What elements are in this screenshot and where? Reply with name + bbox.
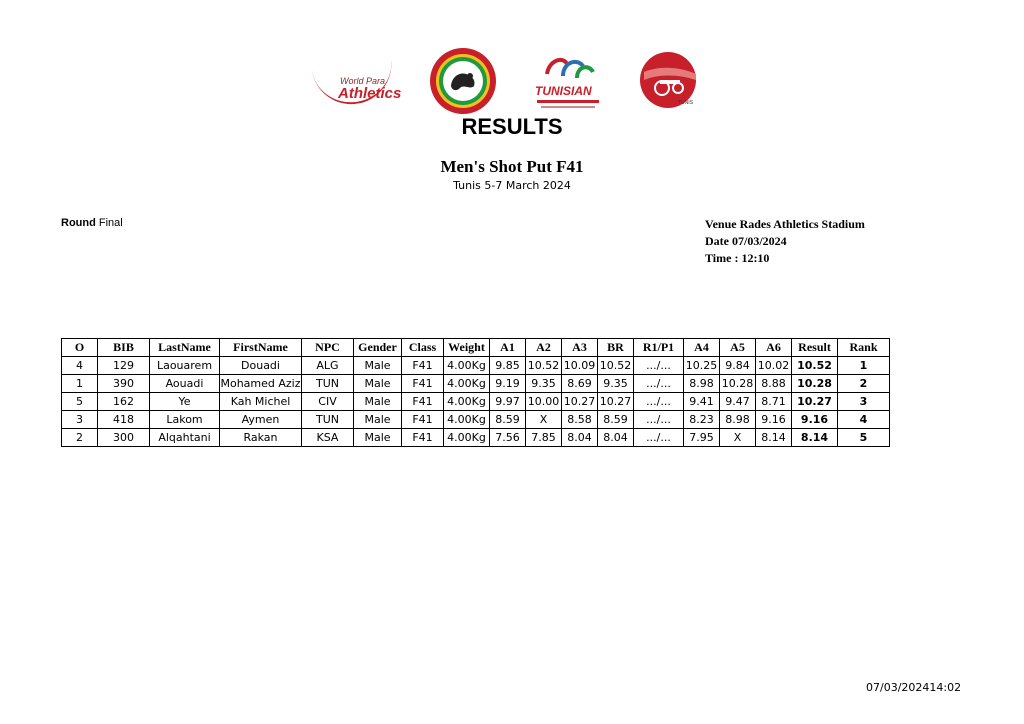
table-cell: F41 xyxy=(402,429,444,447)
table-row xyxy=(62,411,890,429)
table-cell: Aymen xyxy=(220,411,302,429)
table-cell: 9.47 xyxy=(720,393,756,411)
event-dates: Tunis 5-7 March 2024 xyxy=(453,179,571,192)
table-cell: 10.27 xyxy=(792,393,838,411)
table-cell: Male xyxy=(354,429,402,447)
table-cell: 8.23 xyxy=(684,411,720,429)
column-header: A5 xyxy=(720,339,756,357)
table-cell: Ye xyxy=(150,393,220,411)
column-header: BIB xyxy=(98,339,150,357)
table-body xyxy=(62,357,890,447)
column-header: A3 xyxy=(562,339,598,357)
table-cell: 10.28 xyxy=(720,375,756,393)
table-cell: 10.52 xyxy=(598,357,634,375)
table-cell: 9.41 xyxy=(684,393,720,411)
tunisian-paralympic-logo xyxy=(533,50,603,112)
wpa-logo-big-text: Athletics xyxy=(338,85,402,102)
table-cell: CIV xyxy=(302,393,354,411)
table-row xyxy=(62,375,890,393)
table-cell: Kah Michel xyxy=(220,393,302,411)
table-cell: KSA xyxy=(302,429,354,447)
table-cell: 8.69 xyxy=(562,375,598,393)
results-table xyxy=(61,338,890,447)
round-label: Round xyxy=(61,217,96,229)
table-cell: 2 xyxy=(838,375,890,393)
table-cell: Rakan xyxy=(220,429,302,447)
table-cell: 10.52 xyxy=(792,357,838,375)
table-cell: ALG xyxy=(302,357,354,375)
time-info: Time : 12:10 xyxy=(705,251,770,265)
table-cell: Laouarem xyxy=(150,357,220,375)
table-cell: F41 xyxy=(402,357,444,375)
table-cell: .../... xyxy=(634,393,684,411)
table-cell: 10.02 xyxy=(756,357,792,375)
table-cell: Aouadi xyxy=(150,375,220,393)
table-cell: Alqahtani xyxy=(150,429,220,447)
table-cell: X xyxy=(526,411,562,429)
table-cell: 10.52 xyxy=(526,357,562,375)
table-cell: Douadi xyxy=(220,357,302,375)
table-cell: 9.35 xyxy=(526,375,562,393)
table-cell: .../... xyxy=(634,375,684,393)
table-cell: 7.95 xyxy=(684,429,720,447)
table-cell: 4.00Kg xyxy=(444,411,490,429)
table-cell: 7.56 xyxy=(490,429,526,447)
table-cell: 300 xyxy=(98,429,150,447)
column-header: A2 xyxy=(526,339,562,357)
table-header-row xyxy=(62,339,890,357)
tunisian-logo-text: TUNISIAN xyxy=(535,84,592,98)
table-cell: 129 xyxy=(98,357,150,375)
column-header: Weight xyxy=(444,339,490,357)
event-logo-text: TUNIS xyxy=(678,100,693,106)
table-cell: 9.97 xyxy=(490,393,526,411)
table-cell: Male xyxy=(354,357,402,375)
table-cell: 8.14 xyxy=(756,429,792,447)
table-cell: X xyxy=(720,429,756,447)
table-cell: 8.04 xyxy=(562,429,598,447)
table-cell: 10.27 xyxy=(598,393,634,411)
table-cell: 9.35 xyxy=(598,375,634,393)
tunisian-logo-subbar xyxy=(541,106,595,108)
table-cell: Mohamed Aziz xyxy=(220,375,302,393)
table-row xyxy=(62,357,890,375)
column-header: A6 xyxy=(756,339,792,357)
table-cell: 8.98 xyxy=(684,375,720,393)
table-cell: .../... xyxy=(634,357,684,375)
table-cell: 162 xyxy=(98,393,150,411)
column-header: Class xyxy=(402,339,444,357)
round-value: Final xyxy=(98,217,123,229)
table-cell: 7.85 xyxy=(526,429,562,447)
column-header: FirstName xyxy=(220,339,302,357)
table-row xyxy=(62,393,890,411)
date-info: Date 07/03/2024 xyxy=(705,234,787,248)
table-cell: 4 xyxy=(62,357,98,375)
table-cell: 418 xyxy=(98,411,150,429)
world-para-athletics-logo xyxy=(300,50,410,110)
venue-info: Venue Rades Athletics Stadium xyxy=(705,217,865,231)
table-cell: 1 xyxy=(838,357,890,375)
column-header: BR xyxy=(598,339,634,357)
table-cell: 9.16 xyxy=(756,411,792,429)
event-logo xyxy=(638,50,704,112)
column-header: LastName xyxy=(150,339,220,357)
table-cell: 9.85 xyxy=(490,357,526,375)
table-cell: 5 xyxy=(62,393,98,411)
table-cell: Lakom xyxy=(150,411,220,429)
column-header: Rank xyxy=(838,339,890,357)
table-cell: 8.98 xyxy=(720,411,756,429)
table-cell: F41 xyxy=(402,393,444,411)
table-cell: 3 xyxy=(62,411,98,429)
table-cell: F41 xyxy=(402,375,444,393)
table-cell: 5 xyxy=(838,429,890,447)
table-cell: .../... xyxy=(634,411,684,429)
table-cell: 10.09 xyxy=(562,357,598,375)
column-header: A4 xyxy=(684,339,720,357)
table-row xyxy=(62,429,890,447)
table-cell: 8.59 xyxy=(490,411,526,429)
column-header: NPC xyxy=(302,339,354,357)
column-header: Gender xyxy=(354,339,402,357)
table-cell: Male xyxy=(354,375,402,393)
page-title: RESULTS xyxy=(461,114,563,139)
table-cell: 9.16 xyxy=(792,411,838,429)
table-cell: 390 xyxy=(98,375,150,393)
event-title: Men's Shot Put F41 xyxy=(440,157,584,176)
ring-emblem-logo xyxy=(428,46,498,116)
logo-strip xyxy=(300,46,720,116)
table-cell: 10.27 xyxy=(562,393,598,411)
tunisian-logo-bar xyxy=(537,100,599,103)
table-cell: Male xyxy=(354,411,402,429)
table-cell: 9.84 xyxy=(720,357,756,375)
table-cell: 8.88 xyxy=(756,375,792,393)
table-cell: 8.04 xyxy=(598,429,634,447)
table-cell: 1 xyxy=(62,375,98,393)
table-cell: 8.14 xyxy=(792,429,838,447)
column-header: A1 xyxy=(490,339,526,357)
table-cell: 10.28 xyxy=(792,375,838,393)
column-header: O xyxy=(62,339,98,357)
table-cell: 4 xyxy=(838,411,890,429)
wpa-logo-small-text: World Para xyxy=(340,76,386,86)
table-cell: 9.19 xyxy=(490,375,526,393)
table-cell: Male xyxy=(354,393,402,411)
column-header: Result xyxy=(792,339,838,357)
table-cell: 10.25 xyxy=(684,357,720,375)
table-cell: 8.71 xyxy=(756,393,792,411)
round-info xyxy=(61,217,123,229)
print-timestamp: 07/03/202414:02 xyxy=(866,681,962,694)
table-cell: TUN xyxy=(302,375,354,393)
table-cell: 2 xyxy=(62,429,98,447)
table-cell: TUN xyxy=(302,411,354,429)
table-cell: 10.00 xyxy=(526,393,562,411)
table-cell: 4.00Kg xyxy=(444,393,490,411)
table-cell: 3 xyxy=(838,393,890,411)
table-cell: 4.00Kg xyxy=(444,375,490,393)
column-header: R1/P1 xyxy=(634,339,684,357)
table-cell: .../... xyxy=(634,429,684,447)
table-cell: 8.59 xyxy=(598,411,634,429)
table-cell: 4.00Kg xyxy=(444,429,490,447)
table-cell: 8.58 xyxy=(562,411,598,429)
table-cell: F41 xyxy=(402,411,444,429)
table-cell: 4.00Kg xyxy=(444,357,490,375)
